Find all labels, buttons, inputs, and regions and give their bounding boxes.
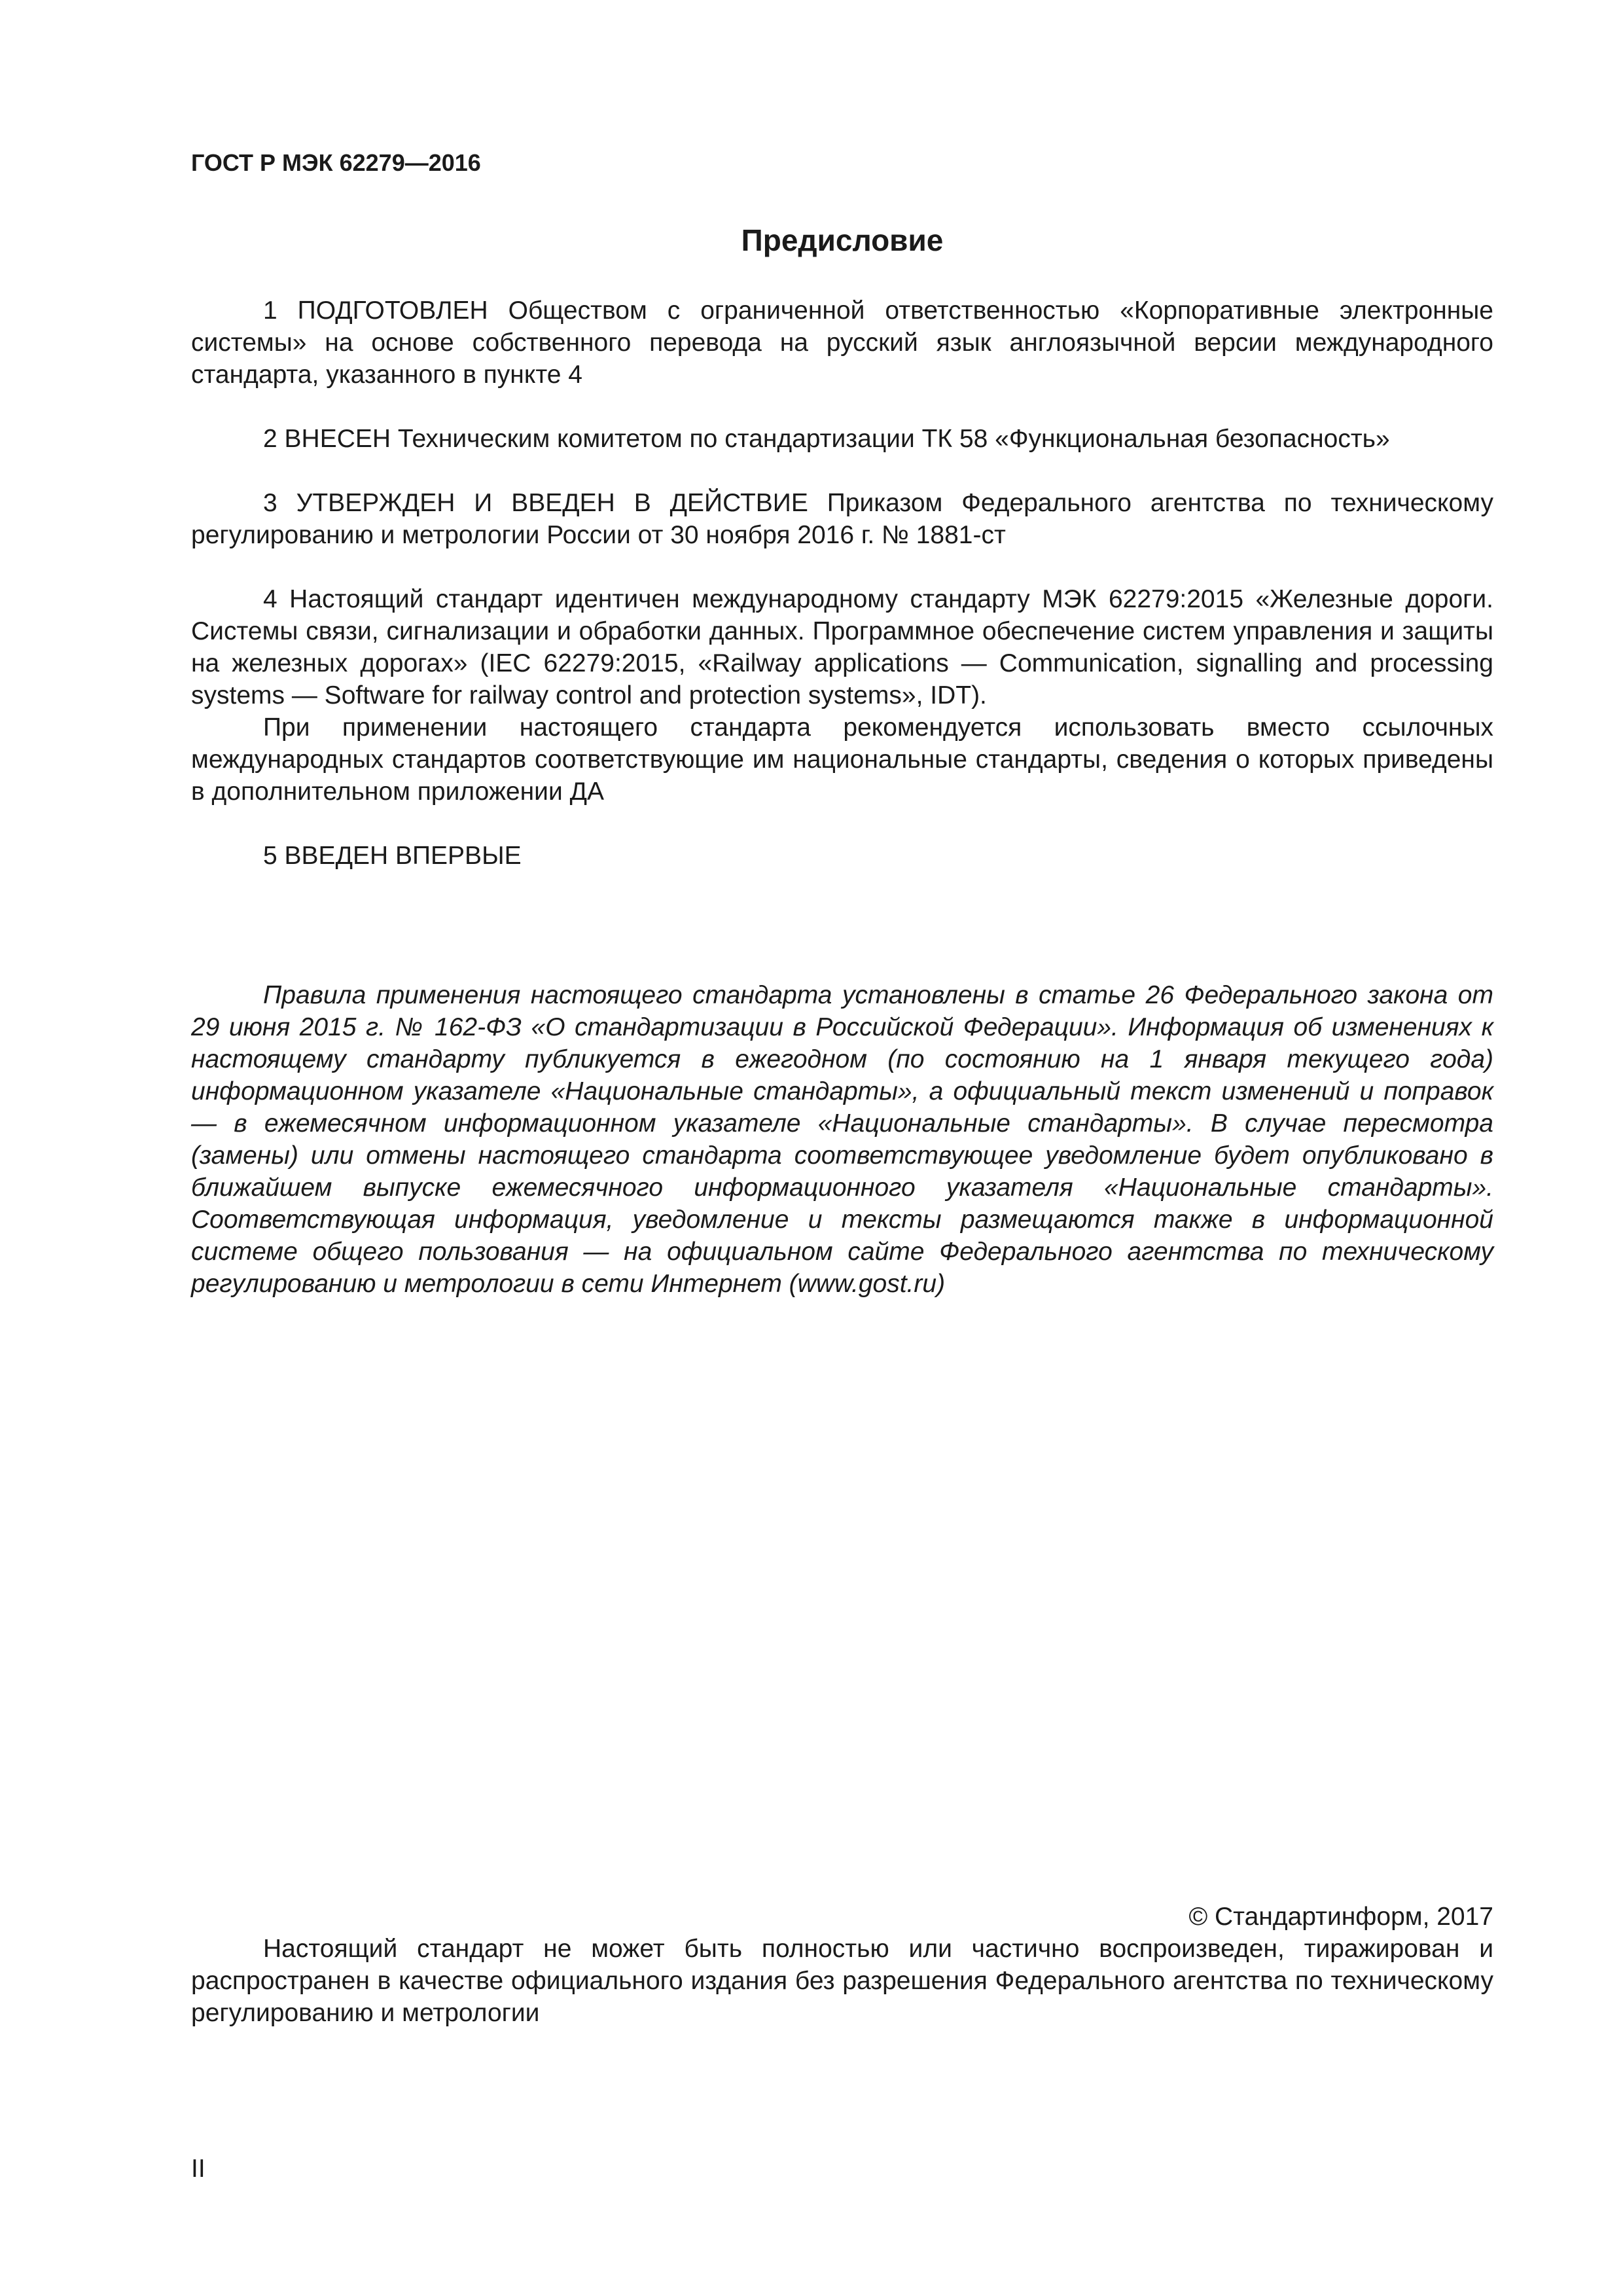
page-number: II — [191, 2155, 205, 2183]
copyright-line: © Стандартинформ, 2017 — [1188, 1903, 1493, 1931]
rights-notice: Настоящий стандарт не может быть полностью или частично воспроизведен, тиражирован и распространен в качестве официального издания без разрешения Федерального агентства по техническому регулированию и метрологии — [191, 1935, 1493, 2027]
copyright-footer — [191, 1901, 1493, 2029]
foreword-item-2: 2 ВНЕСЕН Техническим комитетом по стандартизации ТК 58 «Функциональная безопасность» — [263, 425, 1390, 453]
foreword-items — [191, 295, 1493, 872]
foreword-item-4-note: При применении настоящего стандарта рекомендуется использовать вместо ссылочных международных стандартов соответствующие им национальные стандарты, сведения о которых приведены в дополнительном приложении ДА — [191, 713, 1493, 806]
notice-text: Правила применения настоящего стандарта установлены в статье 26 Федерального закона от 29 июня 2015 г. № 162-ФЗ «О стандартизации в Российской Федерации». Информация об изменениях к настоящему стандарту публикуется в ежегодном (по состоянию на 1 января текущего года) информационном указателе «Национальные стандарты», а официальный текст изменений и поправок — в ежемесячном информационном указателе «Национальные стандарты». В случае пересмотра (замены) или отмены настоящего стандарта соответствующее уведомление будет опубликовано в ближайшем выпуске ежемесячного информационного указателя «Национальные стандарты». Соответствующая информация, уведомление и тексты размещаются также в информационной системе общего пользования — на официальном сайте Федерального агентства по техническому регулированию и метрологии в сети Интернет (www.gost.ru) — [191, 981, 1493, 1298]
foreword-item-3: 3 УТВЕРЖДЕН И ВВЕДЕН В ДЕЙСТВИЕ Приказом Федерального агентства по техническому регулированию и метрологии России от 30 ноября 2016 г. № 1881-ст — [191, 489, 1493, 549]
document-code-header: ГОСТ Р МЭК 62279—2016 — [191, 149, 481, 176]
application-rules-notice — [191, 979, 1493, 1300]
foreword-item-4: 4 Настоящий стандарт идентичен международному стандарту МЭК 62279:2015 «Железные дороги. Системы связи, сигнализации и обработки данных. Программное обеспечение систем управления и защиты на железных дорогах» (IEC 62279:2015, «Railway applications — Communication, signalling and processing systems — Software for railway control and protection systems», IDT). — [191, 585, 1493, 709]
foreword-item-5: 5 ВВЕДЕН ВПЕРВЫЕ — [263, 842, 522, 870]
page-title: Предисловие — [741, 223, 944, 257]
foreword-item-1: 1 ПОДГОТОВЛЕН Обществом с ограниченной ответственностью «Корпоративные электронные системы» на основе собственного перевода на русский язык англоязычной версии международного стандарта, указанного в пункте 4 — [191, 296, 1493, 389]
